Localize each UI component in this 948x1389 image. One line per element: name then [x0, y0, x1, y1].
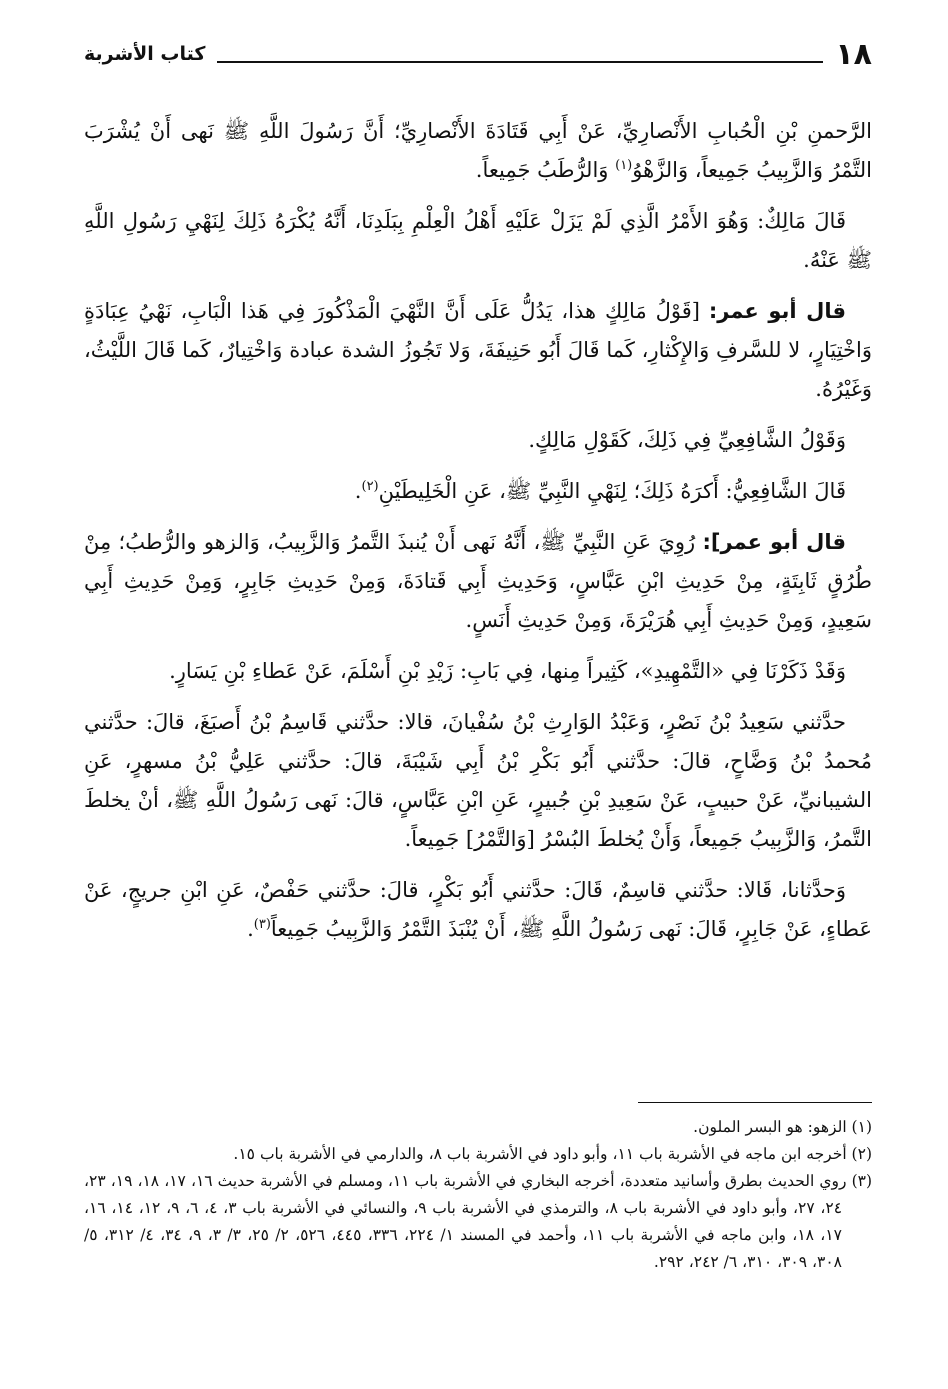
paragraph-2: قَالَ مَالِكٌ: وَهُوَ الأَمْرُ الَّذِي لَمْ يَزَلْ عَلَيْهِ أَهْلُ الْعِلْمِ بِبَلَدِنَا، أَنَّهُ يُكْرَهُ ذَلِكَ لِنَهْيِ رَسُولِ اللَّهِ ﷺ عَنْهُ. [84, 209, 872, 272]
paragraph-4: وَقَوْلُ الشَّافِعِيِّ فِي ذَلِكَ، كَقَوْلِ مَالِكٍ. [528, 428, 846, 452]
paragraph-6 [84, 523, 872, 640]
footnote-ref-3: (٣) [253, 917, 271, 932]
book-title: كتاب الأشربة [84, 43, 206, 65]
footnotes [84, 1114, 872, 1276]
paragraph-5-text: قَالَ الشَّافِعِيُّ: أَكرَهُ ذَلِكَ؛ لِنَهْيِ النَّبِيِّ ﷺ، عَنِ الْخَلِيطَيْنِ [378, 479, 846, 503]
main-text [84, 112, 872, 961]
header-rule [217, 61, 823, 63]
paragraph-9-text: وَحدَّثانا، قَالا: حدَّثني قاسِمٌ، قَالَ: حدَّثني أَبُو بَكْرٍ، قالَ: حدَّثني حَفْصٌ، عَنِ ابْنِ جريجٍ، عَنْ عَطاءٍ، عَنْ جَابِرٍ، قَالَ: نَهى رَسُولُ اللَّهِ ﷺ، أَنْ يُنْبَذَ التَّمْرُ وَالزَّبِيبُ جَمِيعاً [84, 878, 872, 941]
paragraph-9-tail: . [247, 917, 254, 941]
footnote-3: (٣) روي الحديث بطرق وأسانيد متعددة، أخرجه البخاري في الأشربة باب ١١، ومسلم في الأشربة حديث ١٦، ١٧، ١٨، ١٩، ٢٣، ٢٤، ٢٧، وأبو داود في الأشربة باب ٨، والترمذي في الأشربة باب ٩، والنسائي في الأشربة باب ٣، ٤، ٦، ٩، ١٢، ١٤، ١٦، ١٧، ١٨، وابن ماجه في الأشربة باب ١١، وأحمد في المسند ١/ ٢٢٤، ٣٣٦، ٤٤٥، ٥٢٦، ٢/ ٢٥، ٣/ ٣، ٩، ٣٤، ٤/ ٣١٢، ٥/ ٣٠٨، ٣٠٩، ٣١٠، ٦/ ٢٤٢، ٢٩٢. [84, 1172, 873, 1271]
speaker-label: قال أبو عمر: [708, 299, 846, 323]
footnote-divider [638, 1102, 872, 1103]
paragraph-6-text: رُوِيَ عَنِ النَّبِيِّ ﷺ، أَنَّهُ نَهى أَنْ يُنبذَ التَّمرُ وَالزَّبِيبُ، وَالزهو والرُّطبُ؛ مِنْ طُرُقٍ ثَابِتَةٍ، مِنْ حَدِيثِ ابْنِ عَبَّاسٍ، وَحَدِيثِ أَبِي قَتادَةَ، وَمِنْ حَدِيثِ جَابِرٍ، وَمِنْ حَدِيثِ أَبِي سَعِيدٍ، وَمِنْ حَدِيثِ أَبِي هُرَيْرَةَ، وَمِنْ حَدِيثِ أَنَسٍ. [84, 530, 872, 632]
paragraph-1-tail: وَالرُّطَبُ جَمِيعاً. [475, 158, 616, 182]
paragraph-3 [84, 292, 872, 409]
paragraph-5-tail: . [354, 479, 362, 503]
paragraph-9 [84, 871, 872, 949]
paragraph-5 [84, 472, 872, 511]
footnote-ref-1: (١) [615, 158, 633, 173]
paragraph-3-text: [قَوْلُ مَالِكٍ هذا، يَدُلُّ عَلَى أَنَّ النَّهْيَ الْمَذْكُورَ فِي هَذا الْبَابِ، نَهْيُ عِبَادَةٍ وَاخْتِيَارٍ، لا للسَّرفِ وَالإِكْثارِ، كَما قَالَ أَبُو حَنِيفَةَ، وَلا تَجُوزُ الشدة عبادة وَاخْتِيارٌ، كَما قَالَ اللَّيْثُ، وَغَيْرُهُ. [84, 299, 872, 401]
footnote-2: (٢) أخرجه ابن ماجه في الأشربة باب ١١، وأبو داود في الأشربة باب ٨، والدارمي في الأشربة باب ١٥. [233, 1145, 872, 1163]
speaker-label: قال أبو عمر]: [702, 530, 846, 554]
footnote-1: (١) الزهو: هو البسر الملون. [693, 1118, 872, 1136]
page-header [84, 34, 872, 74]
page-number: ١٨ [835, 36, 872, 72]
paragraph-8: حدَّثني سَعِيدُ بْنُ نَصْرٍ، وَعَبْدُ الوَارِثِ بْنُ سُفْيانَ، قالا: حدَّثني قَاسِمُ بْنُ أَصبَغَ، قالَ: حدَّثني مُحمدُ بْنُ وَضَّاحٍ، قالَ: حدَّثني أَبُو بَكْرِ بْنُ أَبِي شَيْبَةَ، قالَ: حدَّثني عَلِيُّ بْنُ مسهرٍ، عَنِ الشيبانيِّ، عَنْ حبيبٍ، عَنْ سَعِيدِ بْنِ جُبيرٍ، عَنِ ابْنِ عَبَّاسٍ، قالَ: نَهى رَسُولُ اللَّهِ ﷺ، أنْ يخلطَ التَّمرُ، وَالزَّبِيبُ جَمِيعاً، وَأَنْ يُخلطَ البُسْرُ [وَالتَّمْرُ] جَمِيعاً. [84, 710, 872, 851]
paragraph-7: وَقَدْ ذَكَرْنَا فِي «التَّمْهِيدِ»، كَثِيراً مِنها، فِي بَابِ: زَيْدِ بْنِ أَسْلَمَ، عَنْ عَطاءِ بْنِ يَسَارٍ. [169, 659, 846, 683]
paragraph-1 [84, 112, 872, 190]
footnote-ref-2: (٢) [361, 479, 379, 494]
paragraph-1-text: الرَّحمنِ بْنِ الْحُبابِ الأَنْصارِيِّ، عَنْ أَبِي قَتَادَةَ الأَنْصارِيِّ؛ أَنَّ رَسُولَ اللَّهِ ﷺ نَهى أَنْ يُشْرَبَ التَّمْرُ وَالزَّبِيبُ جَمِيعاً، وَالزَّهْوُ [84, 119, 872, 182]
